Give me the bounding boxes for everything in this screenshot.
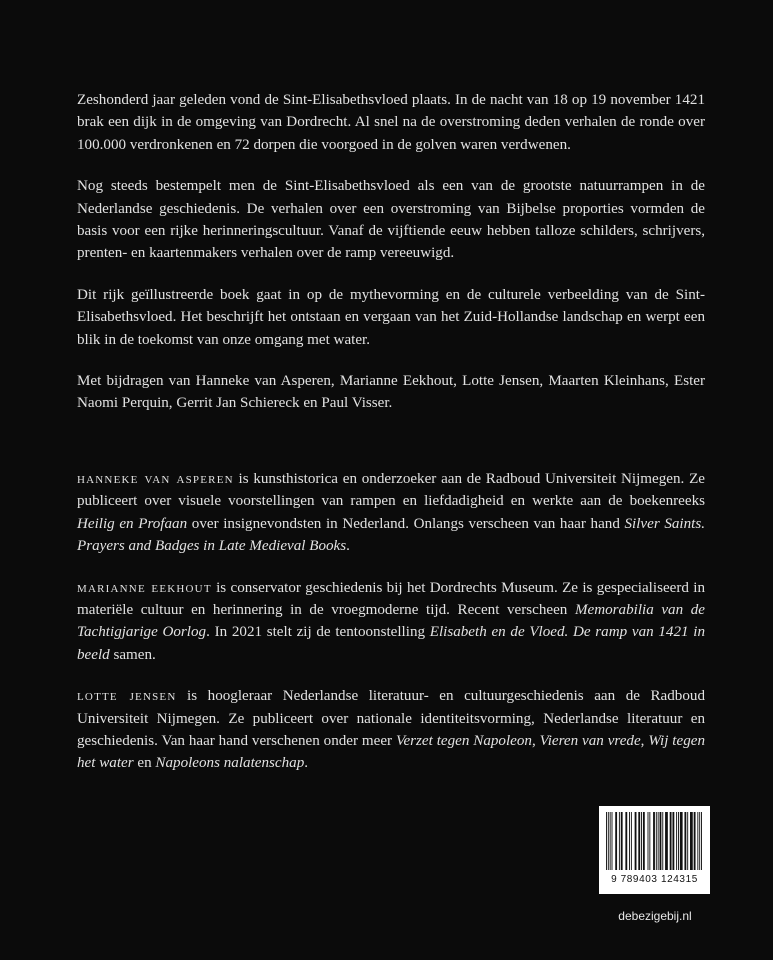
- book-title: Verzet tegen Napoleon: [395, 732, 532, 749]
- book-title: Heilig en Profaan: [77, 515, 188, 532]
- barcode-bar: [684, 812, 686, 870]
- book-title: Silver Saints. Prayers and Badges in Late Medieval Books: [77, 515, 706, 555]
- bio-name: lotte jensen: [77, 688, 177, 705]
- bio-text: en: [133, 755, 156, 772]
- barcode-bar: [608, 812, 609, 870]
- barcode-bar: [662, 812, 663, 870]
- back-cover-text: [77, 89, 705, 794]
- barcode-bar: [656, 812, 657, 870]
- bio-text: .: [346, 538, 350, 555]
- section-spacer: [77, 434, 705, 468]
- barcode-bar: [643, 812, 645, 870]
- intro-paragraph-2: Nog steeds bestempelt men de Sint-Elisabethsvloed als een van de grootste natuurrampen in de Nederlandse geschiedenis. De verhalen over een overstroming van Bijbelse proporties vormden de basis voor een rijke herinneringscultuur. Vanaf de vijftiende eeuw hebben talloze schilders, schrijvers, prenten- en kaartenmakers verhalen over de ramp vereeuwigd.: [77, 178, 705, 262]
- barcode-bar: [638, 812, 640, 870]
- barcode-bar: [649, 812, 650, 870]
- bio-text: is conservator geschiedenis bij het Dordrechts Museum. Ze is gespecialiseerd in materiële cultuur en herinnering in de vroegmoderne tijd. Recent verscheen: [77, 579, 705, 618]
- bio-name: hanneke van asperen: [77, 470, 234, 487]
- bio-marianne-eekhout: [77, 577, 705, 667]
- barcode-bar: [625, 812, 627, 870]
- intro-paragraph-3: Dit rijk geïllustreerde boek gaat in op de mythevorming en de culturele verbeelding van de Sint-Elisabethsvloed. Het beschrijft het ontstaan en vergaan van het Zuid-Hollandse landschap en werpt een blik in de toekomst van onze omgang met water.: [77, 286, 705, 348]
- barcode-bar: [701, 812, 702, 870]
- bio-text: is kunsthistorica en onderzoeker aan de Radboud Universiteit Nijmegen. Ze publiceert over visuele voorstellingen van rampen en liefdadigheid en werkte aan de boekenreeks: [77, 470, 705, 510]
- barcode-bar: [670, 812, 672, 870]
- barcode-bar: [678, 812, 679, 870]
- barcode-bar: [641, 812, 642, 870]
- barcode-bar: [619, 812, 620, 870]
- barcode-bar: [612, 812, 613, 870]
- barcode-bar: [665, 812, 668, 870]
- book-title: Memorabilia van de Tachtigjarige Oorlog: [77, 601, 705, 641]
- barcode-bar: [653, 812, 655, 870]
- book-title: Vieren van vrede: [539, 732, 641, 749]
- barcode-bar: [694, 812, 696, 870]
- contributors-paragraph: Met bijdragen van Hanneke van Asperen, Marianne Eekhout, Lotte Jensen, Maarten Kleinhans, Ester Naomi Perquin, Gerrit Jan Schiereck en Paul Visser.: [77, 373, 705, 412]
- isbn-number: 9 789403 124315: [611, 874, 698, 885]
- bio-text: . In 2021 stelt zij de tentoonstelling: [206, 624, 430, 641]
- barcode-bars: [605, 812, 704, 872]
- barcode-bar: [648, 812, 649, 870]
- barcode-bar: [660, 812, 662, 870]
- publisher-url: debezigebij.nl: [618, 909, 692, 923]
- bio-hanneke-van-asperen: [77, 468, 705, 558]
- barcode-bar: [621, 812, 623, 870]
- bio-text: ,: [640, 732, 649, 749]
- barcode-bar: [687, 812, 688, 870]
- barcode-bar: [697, 812, 698, 870]
- barcode-bar: [658, 812, 659, 870]
- bio-text: .: [304, 755, 309, 772]
- barcode-bar: [606, 812, 607, 870]
- barcode-bar: [629, 812, 630, 870]
- isbn-barcode: [599, 806, 710, 894]
- book-title: Wij tegen het water: [77, 732, 705, 772]
- barcode-bar: [676, 812, 677, 870]
- barcode-bar: [680, 812, 683, 870]
- barcode-bar: [631, 812, 632, 870]
- bio-text: over insignevondsten in Nederland. Onlangs verscheen van haar hand: [187, 515, 625, 532]
- bio-text: ,: [531, 732, 540, 749]
- bio-lotte-jensen: [77, 685, 705, 775]
- exhibition-title: Elisabeth en de Vloed. De ramp van 1421 in beeld: [77, 624, 705, 663]
- barcode-bar: [672, 812, 674, 870]
- intro-paragraph-1: Zeshonderd jaar geleden vond de Sint-Elisabethsvloed plaats. In de nacht van 18 op 19 november 1421 brak een dijk in de omgeving van Dordrecht. Al snel na de overstroming deden verhalen de ronde over 100.000 verdronkenen en 72 dorpen die voorgoed in de golven waren verdwenen.: [77, 92, 705, 153]
- barcode-bar: [635, 812, 637, 870]
- book-title: Napoleons nalatenschap: [155, 755, 305, 772]
- barcode-bar: [615, 812, 617, 870]
- bio-text: is hoogleraar Nederlandse literatuur- en cultuurgeschiedenis aan de Radboud Universiteit Nijmegen. Ze publiceert over nationale identiteitsvorming, Nederlandse literatuur en geschiedenis. Van haar hand verschenen onder meer: [77, 688, 705, 749]
- barcode-bar: [690, 812, 693, 870]
- bio-text: samen.: [109, 646, 156, 663]
- barcode-bar: [699, 812, 700, 870]
- bio-name: marianne eekhout: [77, 579, 212, 596]
- barcode-bar: [610, 812, 611, 870]
